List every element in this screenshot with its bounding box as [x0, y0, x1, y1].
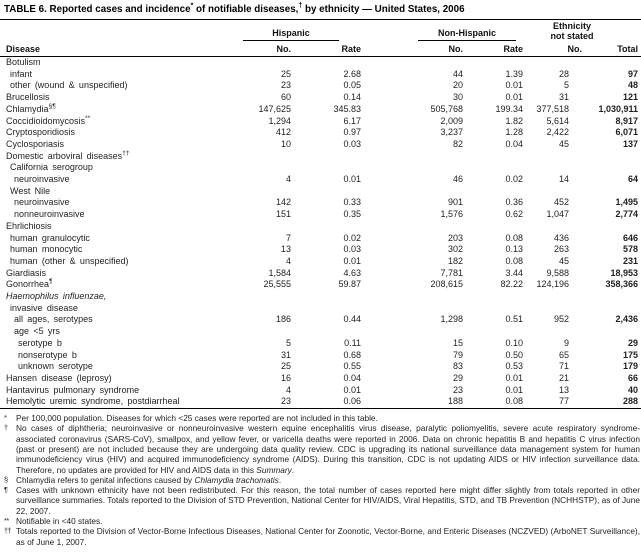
value-cell: 31 — [280, 349, 291, 360]
value-cell: 23 — [453, 384, 464, 395]
value-cell: 29 — [628, 337, 639, 348]
value-cell: 25 — [280, 68, 291, 79]
footnote-text: Notifiable in <40 states. — [16, 516, 103, 527]
value-cell: 137 — [623, 138, 639, 149]
value-cell: 45 — [559, 255, 570, 266]
value-cell: 83 — [453, 361, 464, 372]
footnote-marker: * — [4, 413, 7, 423]
value-cell: 6.17 — [343, 115, 362, 126]
table-row — [0, 209, 641, 221]
value-cell: 40 — [628, 384, 639, 395]
value-cell: 0.08 — [505, 232, 524, 243]
disease-cell: Brucellosis — [6, 92, 50, 103]
disease-cell: serotype b — [18, 337, 62, 348]
value-cell: 452 — [554, 197, 570, 208]
value-cell: 0.35 — [343, 209, 362, 220]
value-cell — [291, 186, 361, 198]
value-cell: 5,614 — [546, 115, 570, 126]
value-cell — [523, 326, 569, 338]
value-cell: 79 — [453, 349, 464, 360]
value-cell: 13 — [559, 384, 570, 395]
table-row — [0, 279, 641, 291]
value-cell: 0.62 — [505, 209, 524, 220]
disease-cell: neuroinvasive — [14, 174, 70, 185]
spacer-cell — [0, 20, 237, 41]
disease-cell: California serogroup — [10, 162, 93, 173]
value-cell: 23 — [237, 396, 291, 408]
value-cell: 208,615 — [430, 279, 464, 290]
footnote — [4, 526, 640, 547]
table-row — [0, 338, 641, 350]
disease-cell: infant — [10, 68, 33, 79]
value-cell — [523, 221, 569, 233]
value-cell: 0.01 — [505, 80, 524, 91]
value-cell: 29 — [453, 372, 464, 383]
value-cell — [361, 303, 463, 315]
value-cell: 578 — [623, 244, 639, 255]
disease-column-header: Disease — [6, 44, 41, 54]
value-cell: 25 — [280, 361, 291, 372]
group-header-row — [0, 20, 641, 41]
value-cell: 18,953 — [610, 267, 639, 278]
value-cell: 0.33 — [343, 197, 362, 208]
title-text: of notifiable diseases, — [193, 4, 299, 15]
value-cell — [237, 151, 291, 163]
value-cell — [361, 221, 463, 233]
value-cell: 15 — [453, 337, 464, 348]
value-cell: 0.50 — [505, 349, 524, 360]
value-cell: 0.01 — [343, 174, 362, 185]
disease-cell: neuroinvasive — [14, 197, 70, 208]
table-row — [0, 174, 641, 186]
table-row — [0, 162, 641, 174]
disease-cell: invasive disease — [10, 302, 78, 313]
footnote-marker: ¶ — [4, 485, 8, 495]
value-cell — [463, 162, 523, 174]
table-row — [0, 291, 641, 303]
footnote-text: No cases of diphtheria; neuroinvasive or nonneuroinvasive western equine encephalitis virus disease, paralytic poliomyelitis, severe acute respiratory syndrome-associated coronavirus (SARS-CoV), smallpox, and yellow fever, or varicella deaths were reported in 2006. Data on chronic hepatitis B and hepatitis C virus infection (past or present) are not included because they are undergoing data quality review. CDC is upgrading its national surveillance data management system for human immunodeficiency virus (HIV) and acquired immunodeficiency syndrome (AIDS). During this transition, CDC is not updating AIDS or HIV infection surveillance data. Therefore, no updates are provided for HIV and AIDS data in this Summary. — [16, 423, 640, 475]
nonhispanic-rate-header: Rate — [503, 44, 524, 54]
disease-cell: Cyclosporiasis — [6, 138, 65, 149]
value-cell — [291, 57, 361, 69]
value-cell: 0.01 — [343, 255, 362, 266]
value-cell: 901 — [447, 197, 464, 208]
disease-cell: Gonorrhea¶ — [6, 278, 53, 290]
value-cell: 77 — [523, 396, 569, 408]
table-row — [0, 92, 641, 104]
disease-cell: human monocytic — [10, 244, 83, 255]
disease-cell: Cryptosporidiosis — [6, 127, 76, 138]
value-cell: 66 — [628, 372, 639, 383]
value-cell — [291, 326, 361, 338]
value-cell: 0.03 — [343, 244, 362, 255]
table-row — [0, 104, 641, 116]
value-cell — [361, 291, 463, 303]
diseases-table — [0, 20, 641, 409]
value-cell: 1.28 — [505, 127, 524, 138]
value-cell: 0.01 — [505, 384, 524, 395]
footnote — [4, 413, 640, 423]
value-cell: 0.51 — [505, 314, 524, 325]
table-row — [0, 350, 641, 362]
value-cell: 82.22 — [500, 279, 524, 290]
value-cell: 0.04 — [505, 138, 524, 149]
value-cell — [361, 326, 463, 338]
disease-cell: Chlamydia§¶ — [6, 102, 56, 114]
disease-cell: Hantavirus pulmonary syndrome — [6, 384, 140, 395]
value-cell: 97 — [628, 68, 639, 79]
table-body — [0, 57, 641, 409]
footnote-marker: †† — [4, 526, 12, 536]
value-cell — [463, 326, 523, 338]
value-cell: 23 — [280, 80, 291, 91]
table-row — [0, 303, 641, 315]
value-cell: 8,917 — [615, 115, 639, 126]
disease-cell: Botulism — [0, 57, 237, 69]
value-cell — [523, 186, 569, 198]
value-cell: 7 — [285, 232, 291, 243]
value-cell: 0.36 — [505, 197, 524, 208]
footnote-marker: † — [4, 423, 8, 433]
nonhispanic-group-label: Non-Hispanic — [418, 28, 516, 41]
value-cell: 0.11 — [344, 337, 362, 348]
value-cell — [523, 151, 569, 163]
disease-cell: unknown serotype — [18, 361, 93, 372]
disease-cell: Ehrlichiosis — [6, 220, 52, 231]
value-cell: 4 — [285, 255, 291, 266]
value-cell: 2,436 — [615, 314, 639, 325]
value-cell: 952 — [554, 314, 570, 325]
table-row — [0, 151, 641, 163]
value-cell — [361, 151, 463, 163]
value-cell: 1,047 — [546, 209, 570, 220]
value-cell: 82 — [453, 138, 464, 149]
value-cell — [569, 326, 641, 338]
disease-cell: Giardiasis — [6, 267, 47, 278]
value-cell: 0.01 — [505, 372, 524, 383]
value-cell — [237, 57, 291, 69]
total-column-header: Total — [617, 44, 639, 54]
value-cell: 0.08 — [463, 396, 523, 408]
disease-cell: other (wound & unspecified) — [10, 80, 128, 91]
value-cell: 0.97 — [343, 127, 362, 138]
value-cell — [291, 303, 361, 315]
value-cell: 0.01 — [505, 92, 524, 103]
value-cell: 64 — [628, 174, 639, 185]
value-cell: 1,294 — [268, 115, 291, 126]
value-cell: 188 — [361, 396, 463, 408]
value-cell — [237, 221, 291, 233]
value-cell: 48 — [628, 80, 639, 91]
value-cell: 151 — [275, 209, 291, 220]
value-cell: 60 — [280, 92, 291, 103]
value-cell — [463, 291, 523, 303]
value-cell — [291, 221, 361, 233]
value-cell — [361, 186, 463, 198]
value-cell: 345.83 — [333, 103, 362, 114]
value-cell — [237, 303, 291, 315]
table-row — [0, 233, 641, 245]
footnote-text: Chlamydia refers to genital infections caused by Chlamydia trachomatis. — [16, 474, 282, 485]
footnote-text: Per 100,000 population. Diseases for which <25 cases were reported are not included in this table. — [16, 413, 378, 424]
footnote — [4, 485, 640, 516]
hispanic-no-header: No. — [276, 44, 291, 54]
disease-cell: Domestic arboviral diseases†† — [6, 149, 130, 161]
value-cell — [291, 151, 361, 163]
value-cell: 175 — [623, 349, 639, 360]
value-cell — [569, 57, 641, 69]
table-header — [0, 20, 641, 57]
value-cell: 1,298 — [440, 314, 464, 325]
value-cell — [237, 291, 291, 303]
nonhispanic-group-header — [361, 20, 523, 41]
value-cell: 505,768 — [430, 103, 464, 114]
table-row — [0, 326, 641, 338]
value-cell: 2,774 — [615, 209, 639, 220]
value-cell: 0.13 — [505, 244, 524, 255]
value-cell: 2,009 — [440, 115, 464, 126]
value-cell — [523, 303, 569, 315]
table-row — [0, 57, 641, 69]
value-cell: 179 — [623, 361, 639, 372]
value-cell: 9,588 — [546, 267, 570, 278]
ethnicity-not-stated-header — [523, 20, 594, 41]
value-cell: 199.34 — [495, 103, 524, 114]
value-cell: 231 — [623, 255, 639, 266]
table-row — [0, 127, 641, 139]
disease-cell: age <5 yrs — [14, 326, 60, 337]
value-cell: 2,422 — [546, 127, 570, 138]
value-cell: 203 — [447, 232, 464, 243]
value-cell: 121 — [623, 92, 639, 103]
value-cell: 59.87 — [338, 279, 362, 290]
value-cell: 5 — [564, 80, 570, 91]
value-cell — [523, 291, 569, 303]
value-cell — [569, 186, 641, 198]
value-cell: 25,555 — [263, 279, 291, 290]
value-cell: 14 — [559, 174, 570, 185]
value-cell: 4.63 — [343, 267, 362, 278]
footnotes — [0, 409, 641, 547]
value-cell: 45 — [559, 138, 570, 149]
value-cell: 1.82 — [505, 115, 524, 126]
value-cell: 412 — [275, 127, 291, 138]
value-cell: 302 — [447, 244, 464, 255]
value-cell: 124,196 — [536, 279, 570, 290]
value-cell: 30 — [453, 92, 464, 103]
value-cell — [463, 221, 523, 233]
hispanic-group-label: Hispanic — [243, 28, 339, 41]
disease-cell: Coccidioidomycosis** — [6, 114, 91, 126]
value-cell: 263 — [554, 244, 570, 255]
value-cell: 0.03 — [343, 138, 362, 149]
disease-cell: all ages, serotypes — [14, 314, 93, 325]
column-header-row — [0, 41, 641, 57]
value-cell — [523, 162, 569, 174]
value-cell — [237, 186, 291, 198]
value-cell: 377,518 — [536, 103, 570, 114]
value-cell: 147,625 — [258, 103, 291, 114]
value-cell: 7,781 — [440, 267, 464, 278]
footnote-text: Cases with unknown ethnicity have not been redistributed. For this reason, the total number of cases reported here might differ slightly from totals reported in other surveillance summaries. Totals reported to the Division of STD Prevention, National Center for HIV/AIDS, Viral Hepatitis, STD, and TB Prevention (NCHHSTP), as of June 22, 2007. — [16, 485, 640, 516]
table-row — [0, 197, 641, 209]
value-cell: 65 — [559, 349, 570, 360]
value-cell: 182 — [447, 255, 464, 266]
value-cell — [361, 57, 463, 69]
ethnicity-no-header: No. — [567, 44, 583, 54]
value-cell: 0.55 — [343, 361, 362, 372]
disease-cell: Hemolytic uremic syndrome, postdiarrheal — [0, 396, 237, 408]
value-cell — [569, 303, 641, 315]
value-cell: 13 — [280, 244, 291, 255]
value-cell: 0.05 — [343, 80, 362, 91]
footnote-marker: ** — [4, 516, 9, 526]
table-row — [0, 139, 641, 151]
value-cell: 646 — [623, 232, 639, 243]
footnote — [4, 475, 640, 485]
value-cell: 142 — [275, 197, 291, 208]
value-cell: 28 — [559, 68, 570, 79]
value-cell — [361, 162, 463, 174]
table-row — [0, 396, 641, 408]
value-cell: 1,584 — [268, 267, 291, 278]
value-cell: 4 — [285, 174, 291, 185]
table-row — [0, 186, 641, 198]
table-row — [0, 244, 641, 256]
value-cell: 0.44 — [343, 314, 362, 325]
value-cell: 0.08 — [505, 255, 524, 266]
value-cell: 0.04 — [343, 372, 362, 383]
hispanic-group-header — [237, 20, 361, 41]
ethnicity-label-line1: Ethnicity — [553, 21, 592, 31]
value-cell: 1,030,911 — [598, 103, 639, 114]
value-cell: 436 — [554, 232, 570, 243]
value-cell: 5 — [285, 337, 291, 348]
value-cell: 16 — [280, 372, 291, 383]
disease-cell: nonserotype b — [18, 349, 77, 360]
value-cell: 0.02 — [505, 174, 524, 185]
value-cell — [291, 291, 361, 303]
title-text: by ethnicity — United States, 2006 — [302, 4, 465, 15]
value-cell — [569, 151, 641, 163]
value-cell — [569, 221, 641, 233]
value-cell — [463, 57, 523, 69]
value-cell: 0.06 — [291, 396, 361, 408]
title-text: TABLE 6. Reported cases and incidence — [4, 4, 191, 15]
value-cell — [463, 303, 523, 315]
disease-cell: Hansen disease (leprosy) — [6, 372, 112, 383]
value-cell: 21 — [559, 372, 570, 383]
value-cell: 71 — [559, 361, 570, 372]
footnote-text: Totals reported to the Division of Vector-Borne Infectious Diseases, National Center for Zoonotic, Vector-Borne, and Enteric Diseases (NCZVED) (ArboNET Surveillance), as of June 1, 2007. — [16, 526, 640, 547]
table-row — [0, 314, 641, 326]
value-cell: 10 — [280, 138, 291, 149]
value-cell: 1,495 — [615, 197, 639, 208]
disease-cell: human (other & unspecified) — [10, 255, 129, 266]
value-cell: 288 — [569, 396, 641, 408]
footnote — [4, 423, 640, 474]
footnote — [4, 516, 640, 526]
value-cell: 358,366 — [605, 279, 639, 290]
value-cell: 3.44 — [505, 267, 524, 278]
value-cell: 0.10 — [505, 337, 524, 348]
value-cell: 0.02 — [343, 232, 362, 243]
value-cell: 186 — [275, 314, 291, 325]
value-cell: 31 — [559, 92, 570, 103]
disease-cell: nonneuroinvasive — [14, 209, 85, 220]
value-cell — [463, 151, 523, 163]
value-cell: 1.39 — [505, 68, 524, 79]
value-cell — [237, 326, 291, 338]
value-cell — [523, 57, 569, 69]
value-cell: 2.68 — [343, 68, 362, 79]
table-row — [0, 385, 641, 397]
ethnicity-label-line2: not stated — [550, 30, 594, 41]
hispanic-rate-header: Rate — [341, 44, 362, 54]
value-cell: 46 — [453, 174, 464, 185]
table-row — [0, 256, 641, 268]
value-cell — [237, 162, 291, 174]
value-cell — [291, 162, 361, 174]
title-asterisk: * — [190, 2, 194, 10]
table-row — [0, 69, 641, 81]
table-title — [0, 0, 641, 20]
value-cell — [569, 162, 641, 174]
value-cell: 3,237 — [440, 127, 464, 138]
value-cell: 0.01 — [343, 384, 362, 395]
value-cell: 6,071 — [615, 127, 639, 138]
value-cell: 44 — [453, 68, 464, 79]
value-cell: 20 — [453, 80, 464, 91]
table-row — [0, 221, 641, 233]
table-row — [0, 268, 641, 280]
value-cell: 4 — [285, 384, 291, 395]
value-cell: 0.53 — [505, 361, 524, 372]
disease-cell: Haemophilus influenzae, — [6, 291, 107, 302]
footnote-marker: § — [4, 474, 8, 484]
value-cell — [463, 186, 523, 198]
table-row — [0, 116, 641, 128]
value-cell: 9 — [564, 337, 570, 348]
value-cell: 0.14 — [343, 92, 362, 103]
title-dagger: † — [298, 2, 303, 10]
disease-cell: human granulocytic — [10, 232, 90, 243]
nonhispanic-no-header: No. — [448, 44, 464, 54]
value-cell: 0.68 — [343, 349, 362, 360]
value-cell — [569, 291, 641, 303]
table-row — [0, 80, 641, 92]
disease-cell: West Nile — [10, 185, 51, 196]
table-row — [0, 361, 641, 373]
table-row — [0, 373, 641, 385]
value-cell: 1,576 — [440, 209, 464, 220]
